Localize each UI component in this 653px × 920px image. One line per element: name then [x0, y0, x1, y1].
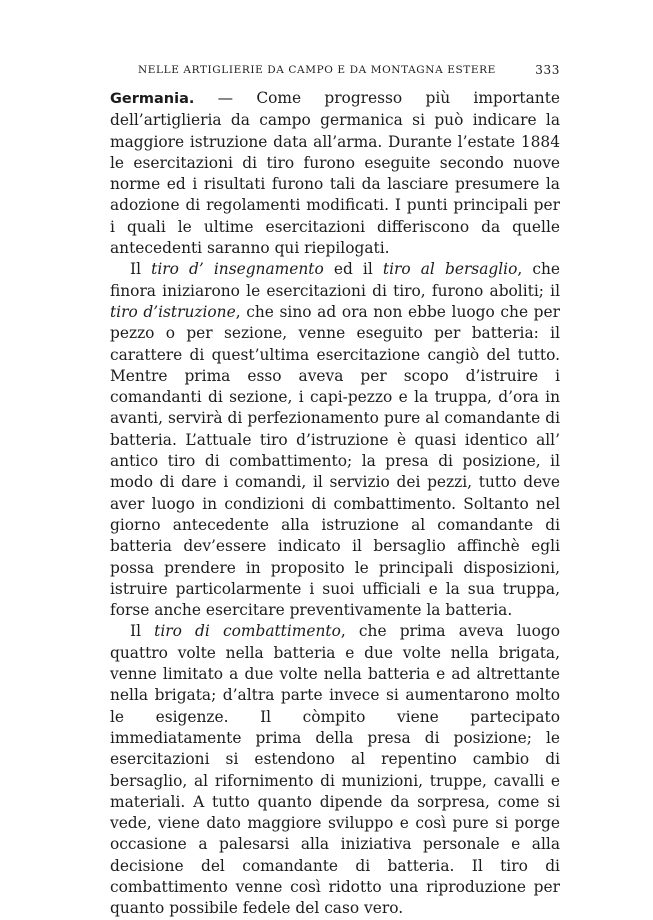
- text-run: Il: [130, 622, 155, 641]
- italic-term: tiro d’ insegnamento: [151, 260, 324, 279]
- page-body: [110, 88, 560, 920]
- paragraph-tiro-istruzione: [110, 259, 560, 621]
- text-run: Il: [130, 260, 152, 279]
- italic-term: tiro di combattimento: [154, 622, 341, 641]
- section-run-head: Germania.: [110, 91, 195, 107]
- italic-term: tiro al bersaglio: [382, 260, 518, 279]
- text-run: ed il: [323, 260, 383, 279]
- text-run: , che sino ad ora non ebbe luogo che per pezzo o per sezione, venne eseguito per batteria: il carattere di quest’ultima esercitazione cangiò del tutto. Mentre prima esso aveva per scopo d’istruire i comandanti di sezione, i capi-pezzo e la truppa, d’ora in avanti, servirà di perfezionamento pure al comandante di batteria. L’attuale tiro d’istruzione è quasi identico all’ antico tiro di combattimento; la presa di posizione, il modo di dare i comandi, il servizio dei pezzi, tutto deve aver luogo in condizioni di combattimento. Soltanto nel giorno antecedente alla istruzione al comandante di batteria dev’essere indicato il bersaglio affinchè egli possa prendere in proposito le principali disposizioni, istruire particolarmente i suoi ufficiali e la sua truppa, forse anche esercitare preventivamente la batteria.: [110, 302, 561, 620]
- running-header-title: NELLE ARTIGLIERIE DA CAMPO E DA MONTAGNA ESTERE: [138, 64, 496, 76]
- italic-term: tiro d’istruzione: [110, 302, 236, 321]
- text-run: , che prima aveva luogo quattro volte nella batteria e due volte nella brigata, venne limitato a due volte nella batteria e ad altrettante nella brigata; d’altra parte invece si aumentarono molto le esigenze. Il còmpito viene partecipato immediatamente prima della presa di posizione; le esercitazioni si estendono al repentino cambio di bersaglio, al rifornimento di munizioni, truppe, cavalli e materiali. A tutto quanto dipende da sorpresa, come si vede, viene dato maggiore sviluppo e così pure si porge occasione a palesarsi alla iniziativa personale e alla decisione del comandante di batteria. Il tiro di combattimento venne così ridotto una riproduzione per quanto possibile fedele del caso vero.: [110, 622, 560, 918]
- paragraph-text: — Come progresso più importante dell’artiglieria da campo germanica si può indicare la maggiore istruzione data all’arma. Durante l’estate 1884 le esercitazioni di tiro furono eseguite secondo nuove norme ed i risultati furono tali da lasciare presumere la adozione di regolamenti modificati. I punti principali per i quali le ultime esercitazioni differiscono da quelle antecedenti saranno qui riepilogati.: [110, 89, 560, 258]
- paragraph-tiro-combattimento: [110, 621, 560, 919]
- paragraph-germania: [110, 88, 560, 259]
- page-number: 333: [535, 63, 560, 77]
- text-run: , che finora iniziarono le esercitazioni di tiro, furono aboliti; il: [110, 260, 561, 300]
